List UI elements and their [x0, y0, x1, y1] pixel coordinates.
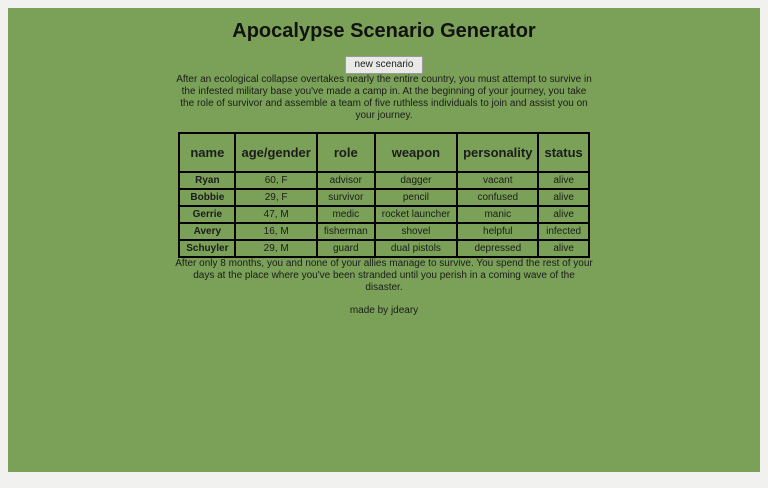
data-cell: infected: [538, 223, 588, 240]
table-row: [179, 240, 589, 257]
data-cell: helpful: [457, 223, 538, 240]
data-cell: fisherman: [317, 223, 375, 240]
data-cell: 29, M: [235, 240, 316, 257]
data-cell: pencil: [375, 189, 457, 206]
page-title: Apocalypse Scenario Generator: [232, 20, 536, 42]
name-cell: Gerrie: [179, 206, 235, 223]
table-row: [179, 223, 589, 240]
team-table-body: [179, 172, 589, 257]
outcome-text: After only 8 months, you and none of your allies manage to survive. You spend the rest of your days at the place where you've been stranded until you perish in a coming wave of the disaster.: [175, 258, 593, 293]
column-header: personality: [457, 133, 538, 172]
column-header: age/gender: [235, 133, 316, 172]
data-cell: medic: [317, 206, 375, 223]
credit-text: made by jdeary: [349, 305, 419, 316]
new-scenario-button[interactable]: new scenario: [345, 56, 424, 74]
table-row: [179, 189, 589, 206]
data-cell: shovel: [375, 223, 457, 240]
column-header: role: [317, 133, 375, 172]
data-cell: dual pistols: [375, 240, 457, 257]
column-header: status: [538, 133, 588, 172]
data-cell: vacant: [457, 172, 538, 189]
scenario-page: [8, 8, 760, 472]
name-cell: Schuyler: [179, 240, 235, 257]
data-cell: alive: [538, 172, 588, 189]
data-cell: depressed: [457, 240, 538, 257]
data-cell: rocket launcher: [375, 206, 457, 223]
data-cell: manic: [457, 206, 538, 223]
data-cell: 47, M: [235, 206, 316, 223]
data-cell: alive: [538, 206, 588, 223]
table-row: [179, 206, 589, 223]
data-cell: survivor: [317, 189, 375, 206]
name-cell: Avery: [179, 223, 235, 240]
data-cell: 29, F: [235, 189, 316, 206]
data-cell: 16, M: [235, 223, 316, 240]
column-header: name: [179, 133, 235, 172]
data-cell: alive: [538, 240, 588, 257]
column-header: weapon: [375, 133, 457, 172]
data-cell: dagger: [375, 172, 457, 189]
name-cell: Bobbie: [179, 189, 235, 206]
intro-text: After an ecological collapse overtakes nearly the entire country, you must attempt to survive in the infested military base you've made a camp in. At the beginning of your journey, you take the role of survivor and assemble a team of five ruthless individuals to join and assist you on your journey.: [176, 74, 592, 121]
team-table: [178, 132, 590, 258]
data-cell: guard: [317, 240, 375, 257]
data-cell: confused: [457, 189, 538, 206]
button-row: [8, 54, 760, 74]
team-table-head: [179, 133, 589, 172]
table-row: [179, 172, 589, 189]
name-cell: Ryan: [179, 172, 235, 189]
data-cell: alive: [538, 189, 588, 206]
data-cell: 60, F: [235, 172, 316, 189]
data-cell: advisor: [317, 172, 375, 189]
table-header-row: [179, 133, 589, 172]
